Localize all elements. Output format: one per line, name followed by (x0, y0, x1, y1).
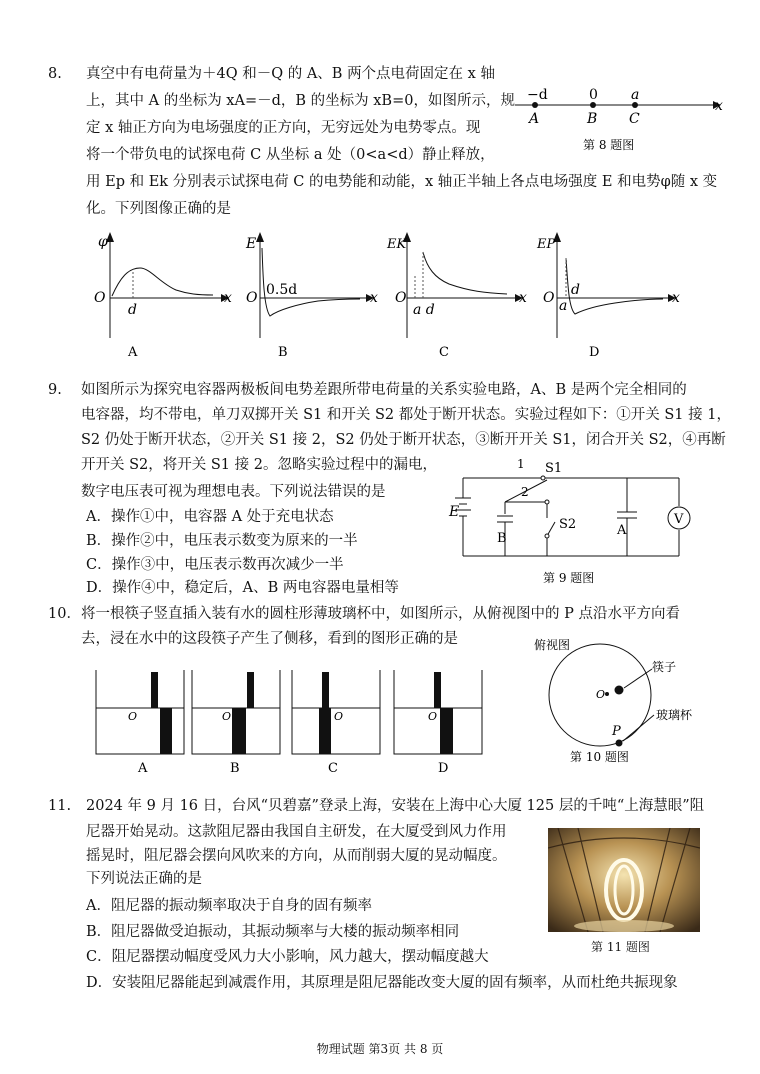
q9-option-B[interactable]: B．操作②中，电压表示数变为原来的一半 (86, 533, 358, 549)
q10-figure-B (188, 668, 288, 778)
graph-A-xlabel: x (224, 290, 232, 306)
q8-line-6: 化。下列图像正确的是 (86, 201, 231, 217)
q11-option-B[interactable]: B．阻尼器做受迫振动，其振动频率与大楼的振动频率相同 (86, 924, 460, 940)
q9-line-3: S2 仍处于断开状态，②开关 S1 接 2，S2 仍处于断开状态，③断开开关 S1，闭合开关 S2，④再断 (81, 432, 726, 448)
circuit-s2: S2 (559, 517, 577, 532)
q11-line-2: 尼器开始晃动。这款阻尼器由我国自主研发，在大厦受到风力作用 (86, 824, 507, 840)
q9-line-1: 如图所示为探究电容器两极板间电势差跟所带电荷量的关系实验电路，A、B 是两个完全相同的 (81, 382, 687, 398)
graph-D-xlabel: x (672, 290, 680, 306)
q11-option-D[interactable]: D．安装阻尼器能起到减震作用，其原理是阻尼器能改变大厦的固有频率，从而杜绝共振现象 (86, 975, 678, 991)
q10-figure-A (92, 668, 192, 778)
q8-point-B: B (587, 111, 598, 127)
graph-D-ylabel: EP (537, 237, 556, 252)
topview-chopsticks-label: 筷子 (652, 660, 677, 674)
q8-graph-C (385, 228, 535, 363)
q9-line-5: 数字电压表可视为理想电表。下列说法错误的是 (81, 484, 386, 500)
q11-line-1: 2024 年 9 月 16 日，台风“贝碧嘉”登录上海，安装在上海中心大厦 125 层的千吨“上海慧眼”阻 (86, 798, 705, 814)
graph-C-ylabel: EK (387, 237, 407, 252)
graph-B-origin: O (246, 290, 258, 306)
q10-figure-D (390, 668, 490, 778)
q8-graph-B (238, 228, 388, 363)
graph-D-origin: O (543, 290, 555, 306)
q9-circuit-diagram (445, 456, 710, 588)
topview-point-P: P (612, 724, 621, 739)
q9-option-A[interactable]: A．操作①中，电容器 A 处于充电状态 (86, 509, 334, 525)
graph-A-ylabel: φ (98, 234, 108, 250)
fig-B-option[interactable]: B (230, 761, 240, 776)
circuit-cap-B: B (497, 531, 507, 546)
q11-option-C[interactable]: C．阻尼器摆动幅度受风力大小影响，风力越大，摆动幅度越大 (86, 949, 489, 965)
graph-A-option: A (128, 345, 138, 360)
q11-line-3: 摇晃时，阻尼器会摆向风吹来的方向，从而削弱大厦的晃动幅度。 (86, 848, 507, 864)
q9-line-2: 电容器，均不带电，单刀双掷开关 S1 和开关 S2 都处于断开状态。实验过程如下：①开关 S1 接 1， (81, 407, 731, 423)
circuit-voltmeter: V (674, 512, 684, 527)
graph-A-origin: O (94, 290, 106, 306)
q8-graph-D (535, 228, 690, 363)
q11-option-A[interactable]: A．阻尼器的振动频率取决于自身的固有频率 (86, 898, 372, 914)
q9-option-D[interactable]: D．操作④中，稳定后，A、B 两电容器电量相等 (86, 580, 399, 596)
graph-C-xlabel: x (519, 290, 527, 306)
q8-point-C: C (629, 111, 640, 127)
q10-line-1: 将一根筷子竖直插入装有水的圆柱形薄玻璃杯中，如图所示，从俯视图中的 P 点沿水平方向看 (81, 606, 680, 622)
circuit-pos-2: 2 (521, 485, 529, 499)
fig-C-center: O (334, 710, 344, 723)
fig-A-option[interactable]: A (138, 761, 148, 776)
q10-line-2: 去，浸在水中的这段筷子产生了侧移，看到的图形正确的是 (81, 631, 458, 647)
q8-point-A: A (529, 111, 540, 127)
topview-title: 俯视图 (534, 638, 571, 652)
graph-C-origin: O (395, 290, 407, 306)
q8-line-4: 将一个带负电的试探电荷 C 从坐标 a 处（0<a<d）静止释放， (86, 147, 495, 163)
q11-damper-photo (548, 828, 700, 932)
fig-D-option[interactable]: D (438, 761, 449, 776)
q9-option-C[interactable]: C．操作③中，电压表示数再次减少一半 (86, 557, 344, 573)
q11-line-4: 下列说法正确的是 (86, 871, 202, 887)
graph-D-mark-a: a (559, 298, 568, 314)
q8-line-2: 上，其中 A 的坐标为 xA=－d，B 的坐标为 xB=0，如图所示，规 (86, 93, 515, 109)
q9-fig-caption: 第 9 题图 (543, 571, 595, 585)
graph-B-option: B (278, 345, 288, 360)
q10-figure-C (288, 668, 388, 778)
q8-number: 8. (48, 66, 62, 82)
q9-line-4: 开开关 S2，将开关 S1 接 2。忽略实验过程中的漏电， (81, 457, 437, 473)
topview-glass-label: 玻璃杯 (656, 708, 693, 722)
topview-center-O: O (596, 688, 606, 701)
q11-number: 11. (48, 798, 72, 814)
graph-B-xlabel: x (370, 290, 378, 306)
graph-A-mark-d: d (128, 302, 137, 318)
q10-number: 10． (48, 606, 81, 622)
fig-D-center: O (428, 710, 438, 723)
q8-graph-A (88, 228, 248, 363)
q9-number: 9. (48, 382, 62, 398)
q10-fig-caption: 第 10 题图 (570, 750, 629, 764)
graph-C-mark: a d (413, 302, 435, 318)
fig-B-center: O (222, 710, 232, 723)
q8-line-1: 真空中有电荷量为＋4Q 和－Q 的 A、B 两个点电荷固定在 x 轴 (86, 66, 495, 82)
graph-C-option: C (439, 345, 449, 360)
graph-D-option: D (589, 345, 600, 360)
q8-line-3: 定 x 轴正方向为电场强度的正方向，无穷远处为电势零点。现 (86, 120, 481, 136)
q10-topview-diagram (528, 633, 738, 768)
graph-B-ylabel: E (246, 236, 257, 252)
circuit-s1: S1 (545, 461, 563, 476)
graph-D-mark-d: d (571, 282, 580, 298)
q8-axis-label-zero: 0 (589, 87, 598, 103)
circuit-pos-1: 1 (517, 457, 525, 471)
q8-axis-label-neg-d: −d (527, 87, 548, 103)
q8-line-5: 用 Ep 和 Ek 分别表示试探电荷 C 的电势能和动能，x 轴正半轴上各点电场强度 E 和电势φ随 x 变 (86, 174, 718, 190)
q8-fig-caption: 第 8 题图 (583, 138, 635, 152)
q8-axis-label-a: a (631, 87, 640, 103)
q8-axis-x: x (715, 98, 723, 114)
page-footer: 物理试题 第3页 共 8 页 (316, 1042, 444, 1056)
q11-fig-caption: 第 11 题图 (591, 940, 650, 954)
fig-A-center: O (128, 710, 138, 723)
q8-axis-figure (505, 82, 730, 157)
circuit-cap-A: A (617, 523, 627, 538)
fig-C-option[interactable]: C (328, 761, 338, 776)
graph-B-mark: 0.5d (266, 282, 298, 298)
circuit-battery-E: E (449, 504, 460, 520)
